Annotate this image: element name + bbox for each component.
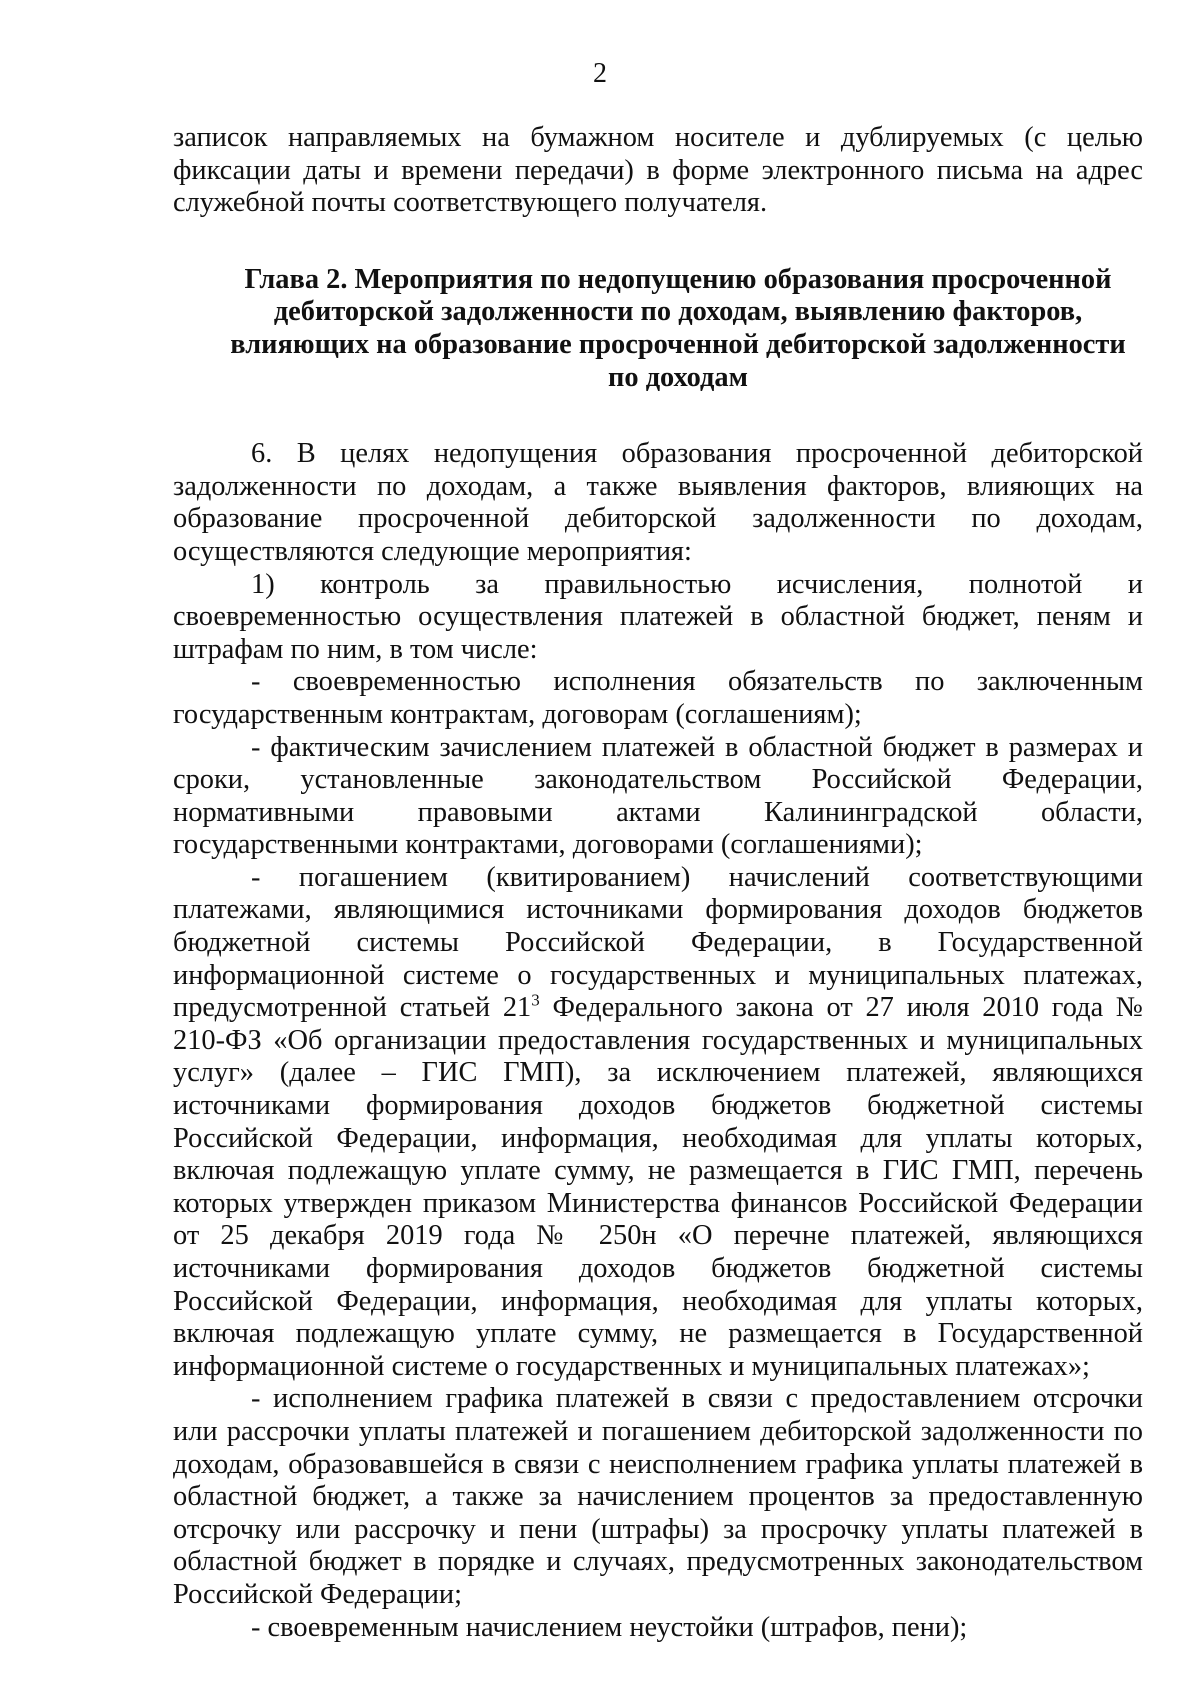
bullet-3-paragraph [173, 862, 1143, 1384]
item-1-paragraph: 1) контроль за правильностью исчисления, полнотой и своевременностью осуществления платежей в областной бюджет, пеням и штрафам по ним, в том числе: [173, 568, 1143, 665]
bullet-4-paragraph: - исполнением графика платежей в связи с предоставлением отсрочки или рассрочки уплаты платежей и погашением дебиторской задолженности по доходам, образовавшейся в связи с неисполнением графика уплаты платежей в областной бюджет, а также за начислением процентов за предоставленную отсрочку или рассрочку и пени (штрафы) за просрочку уплаты платежей в областной бюджет в порядке и случаях, предусмотренных законодательством Российской Федерации; [173, 1383, 1143, 1610]
bullet-5-paragraph: - своевременным начислением неустойки (штрафов, пени); [251, 1611, 968, 1643]
document-body [173, 122, 1143, 1644]
bullet-3-text-start: - погашением (квитированием) начислений соответствующими платежами, являющимися источниками формирования доходов бюджетов бюджетной системы Российской Федерации, в Государственной информационной системе о государственных и муниципальных платежах, предусмотренной статьей 21 [173, 861, 1143, 1024]
intro-continuation-paragraph: записок направляемых на бумажном носителе и дублируемых (с целью фиксации даты и времени передачи) в форме электронного письма на адрес служебной почты соответствующего получателя. [173, 122, 1143, 219]
page-number: 2 [593, 58, 607, 89]
bullet-2-paragraph: - фактическим зачислением платежей в областной бюджет в размерах и сроки, установленные законодательством Российской Федерации, нормативными правовыми актами Калининградской области, государственными контрактами, договорами (соглашениями); [173, 731, 1143, 861]
superscript-3: 3 [531, 990, 540, 1010]
clause-6-paragraph: 6. В целях недопущения образования просроченной дебиторской задолженности по доходам, а также выявления факторов, влияющих на образование просроченной дебиторской задолженности по доходам, осуществляются следующие мероприятия: [173, 438, 1143, 567]
bullet-1-paragraph: - своевременностью исполнения обязательств по заключенным государственным контрактам, договорам (соглашениям); [173, 666, 1143, 730]
bullet-3-text-end: Федерального закона от 27 июля 2010 года № 210-ФЗ «Об организации предоставления государственных и муниципальных услуг» (далее – ГИС ГМП), за исключением платежей, являющихся источниками формирования доходов бюджетов бюджетной системы Российской Федерации, информация, необходимая для уплаты которых, включая подлежащую уплате сумму, не размещается в ГИС ГМП, перечень которых утвержден приказом Министерства финансов Российской Федерации от 25 декабря 2019 года № 250н «О перечне платежей, являющихся источниками формирования доходов бюджетов бюджетной системы Российской Федерации, информация, необходимая для уплаты которых, включая подлежащую уплате сумму, не размещается в Государственной информационной системе о государственных и муниципальных платежах»; [173, 992, 1144, 1382]
chapter-heading: Глава 2. Мероприятия по недопущению образования просроченной дебиторской задолженности по доходам, выявлению факторов, влияющих на образование просроченной дебиторской задолженности по доходам [230, 263, 1126, 393]
